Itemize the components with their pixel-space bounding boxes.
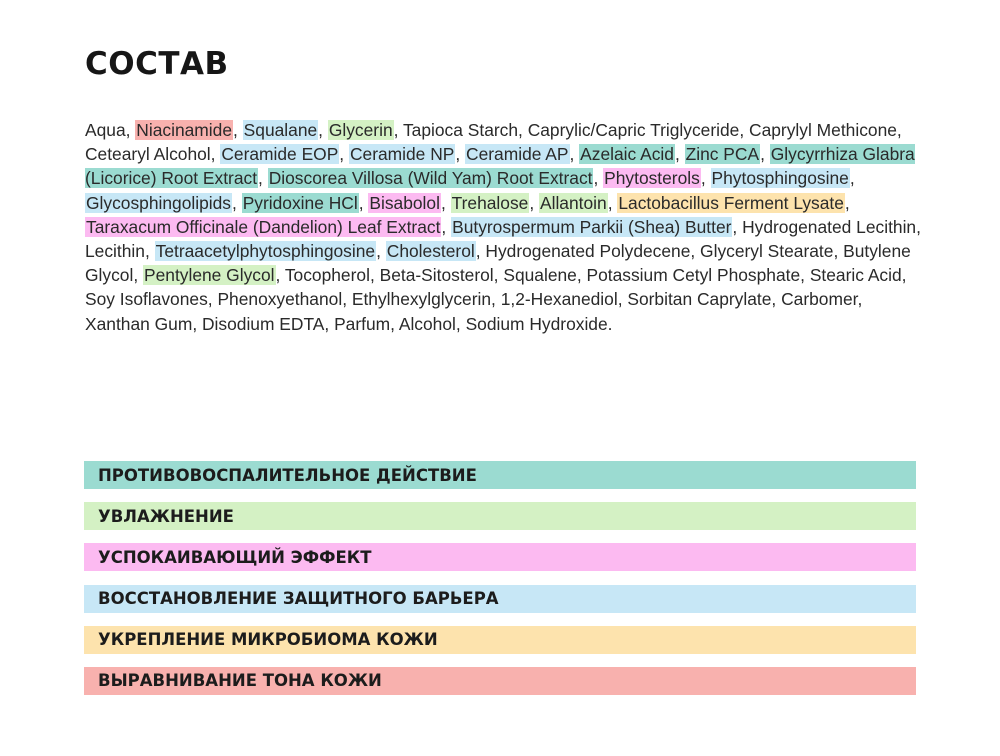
- ingredient: Glycyrrhiza Glabra (Licorice) Root Extract: [85, 144, 915, 189]
- legend-bar-tone: ВЫРАВНИВАНИЕ ТОНА КОЖИ: [84, 667, 916, 695]
- ingredient: Beta-Sitosterol: [379, 265, 494, 286]
- ingredient: Sodium Hydroxide: [465, 313, 608, 334]
- ingredient: Pentylene Glycol: [144, 265, 275, 286]
- ingredient: Phenoxyethanol: [217, 289, 343, 310]
- ingredient: Stearic Acid: [809, 265, 902, 286]
- ingredient: Tocopherol: [284, 265, 370, 286]
- ingredient: Lecithin: [85, 241, 145, 262]
- ingredient: Hydrogenated Polydecene: [485, 241, 691, 262]
- ingredient: Lactobacillus Ferment Lysate: [618, 192, 844, 213]
- legend-bar-microbiome: УКРЕПЛЕНИЕ МИКРОБИОМА КОЖИ: [84, 626, 916, 654]
- ingredient: Squalane: [243, 120, 318, 140]
- ingredient: Glycosphingolipids: [86, 192, 232, 213]
- ingredient: Soy Isoflavones: [85, 289, 208, 310]
- ingredient: Butylene Glycol: [85, 241, 911, 286]
- legend-bar-barrier: ВОССТАНОВЛЕНИЕ ЗАЩИТНОГО БАРЬЕРА: [84, 585, 916, 613]
- ingredient: Phytosterols: [604, 168, 700, 189]
- ingredient: Ceramide EOP: [221, 144, 339, 165]
- ingredient: Glycerin: [328, 120, 393, 140]
- benefits-legend: [84, 461, 916, 708]
- ingredient: Ceramide AP: [466, 144, 569, 165]
- ingredient: Glyceryl Stearate: [700, 241, 834, 262]
- legend-bar-anti-inflammatory: ПРОТИВОВОСПАЛИТЕЛЬНОЕ ДЕЙСТВИЕ: [84, 461, 916, 489]
- ingredient: Phytosphingosine: [711, 168, 849, 189]
- ingredient: Bisabolol: [369, 192, 440, 213]
- ingredient: Carbomer: [781, 289, 858, 310]
- page-title: СОСТАВ: [85, 46, 229, 82]
- ingredient: Alcohol: [398, 313, 456, 334]
- ingredient: Parfum: [334, 313, 391, 334]
- ingredient: 1,2-Hexanediol: [500, 289, 618, 310]
- ingredient: Disodium EDTA: [201, 313, 325, 334]
- ingredient: Potassium Cetyl Phosphate: [586, 265, 801, 286]
- ingredient: Allantoin: [539, 192, 607, 213]
- legend-bar-moisturizing: УВЛАЖНЕНИЕ: [84, 502, 916, 530]
- ingredient: Trehalose: [451, 192, 529, 213]
- ingredient: Butyrospermum Parkii (Shea) Butter: [452, 216, 732, 237]
- ingredient: Squalene: [503, 265, 577, 286]
- ingredient: Ceramide NP: [349, 144, 455, 165]
- ingredient: Niacinamide: [136, 120, 232, 140]
- legend-bar-soothing: УСПОКАИВАЮЩИЙ ЭФФЕКТ: [84, 543, 916, 571]
- ingredient: Ethylhexylglycerin: [351, 289, 492, 310]
- ingredient: Caprylic/Capric Triglyceride: [527, 120, 740, 140]
- ingredient: Aqua: [85, 120, 126, 140]
- ingredient: Xanthan Gum: [85, 313, 193, 334]
- ingredient: Tetraacetylphytosphingosine: [155, 241, 376, 262]
- ingredient: Zinc PCA: [685, 144, 760, 165]
- ingredient: Sorbitan Caprylate: [627, 289, 772, 310]
- ingredient: Azelaic Acid: [580, 144, 674, 165]
- ingredients-list: Aqua, Niacinamide, Squalane, Glycerin, Tapioca Starch, Caprylic/Capric Triglyceride, Caprylyl Methicone, Cetearyl Alcohol, Ceramide EOP, Ceramide NP, Ceramide AP, Azelaic Acid, Zinc PCA, Glycyrrhiza Glabra (Licorice) Root Extract, Dioscorea Villosa (Wild Yam) Root Extract, Phytosterols, Phytosphingosine, Glycosphingolipids, Pyridoxine HCl, Bisabolol, Trehalose, Allantoin, Lactobacillus Ferment Lysate, Taraxacum Officinale (Dandelion) Leaf Extract, Butyrospermum Parkii (Shea) Butter, Hydrogenated Lecithin, Lecithin, Tetraacetylphytosphingosine, Cholesterol, Hydrogenated Polydecene, Glyceryl Stearate, Butylene Glycol, Pentylene Glycol, Tocopherol, Beta-Sitosterol, Squalene, Potassium Cetyl Phosphate, Stearic Acid, Soy Isoflavones, Phenoxyethanol, Ethylhexylglycerin, 1,2-Hexanediol, Sorbitan Caprylate, Carbomer, Xanthan Gum, Disodium EDTA, Parfum, Alcohol, Sodium Hydroxide.: [85, 120, 921, 334]
- ingredient: Cholesterol: [386, 241, 475, 262]
- ingredient: Hydrogenated Lecithin: [742, 216, 917, 237]
- ingredient: Caprylyl Methicone: [749, 120, 897, 140]
- ingredient: Tapioca Starch: [402, 120, 519, 140]
- ingredient: Taraxacum Officinale (Dandelion) Leaf Extract: [86, 216, 441, 237]
- ingredient: Cetearyl Alcohol: [85, 144, 211, 165]
- ingredient: Pyridoxine HCl: [242, 192, 358, 213]
- ingredient: Dioscorea Villosa (Wild Yam) Root Extract: [268, 168, 593, 189]
